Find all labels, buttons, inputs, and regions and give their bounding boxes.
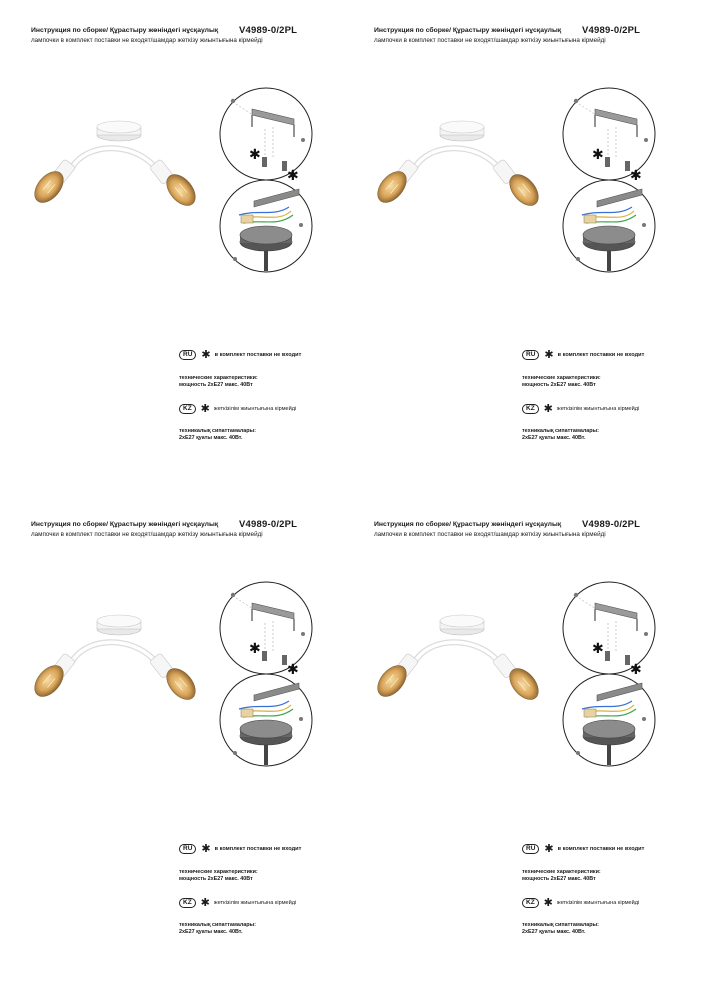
star-icon: ✱: [544, 843, 554, 855]
kz-spec-title: техникалық сипаттамалары:: [179, 922, 256, 928]
instruction-sheet: [374, 521, 694, 961]
kz-spec-value: 2хЕ27 қуаты макс. 40Вт.: [522, 929, 586, 935]
diagram-star-2: ✱: [630, 167, 642, 181]
diagram-star-2: ✱: [287, 167, 299, 181]
model-number: V4989-0/2PL: [239, 25, 298, 36]
kz-not-included-note: жеткізілім жиынтығына кірмейді: [556, 406, 640, 412]
ru-spec-title: технические характеристики:: [179, 869, 258, 875]
model-number: V4989-0/2PL: [239, 519, 298, 530]
ru-badge: RU: [179, 844, 196, 854]
kz-badge: KZ: [522, 404, 539, 414]
mounting-bar-diagram: [562, 581, 656, 675]
ru-spec-value: мощность 2хЕ27 макс. 40Вт: [179, 382, 253, 388]
sheet-title: Инструкция по сборке/ Құрастыру жөніндегі нұсқаулық: [31, 27, 219, 34]
star-icon: ✱: [544, 349, 554, 361]
model-number: V4989-0/2PL: [582, 519, 641, 530]
wiring-diagram: [219, 673, 313, 767]
kz-not-included-note: жеткізілім жиынтығына кірмейді: [213, 900, 297, 906]
kz-spec-value: 2хЕ27 қуаты макс. 40Вт.: [179, 435, 243, 441]
sheet-subtitle: лампочки в комплект поставки не входят/шамдар жеткізу жиынтығына кірмейді: [374, 531, 606, 538]
mounting-bar-diagram: [219, 87, 313, 181]
lamp-illustration: [31, 541, 211, 741]
mounting-bar-diagram: [219, 581, 313, 675]
ru-badge: RU: [179, 350, 196, 360]
ru-not-included-note: в комплект поставки не входит: [214, 352, 302, 358]
ru-badge: RU: [522, 350, 539, 360]
mounting-bar-diagram: [562, 87, 656, 181]
lamp-illustration: [31, 47, 211, 247]
ru-spec-title: технические характеристики:: [179, 375, 258, 381]
kz-badge: KZ: [522, 898, 539, 908]
star-icon: ✱: [543, 897, 553, 909]
wiring-diagram: [219, 179, 313, 273]
instruction-sheet: [31, 27, 351, 467]
kz-spec-title: техникалық сипаттамалары:: [522, 428, 599, 434]
ru-spec-value: мощность 2хЕ27 макс. 40Вт: [179, 876, 253, 882]
lamp-illustration: [374, 541, 554, 741]
ru-spec-value: мощность 2хЕ27 макс. 40Вт: [522, 876, 596, 882]
ru-badge: RU: [522, 844, 539, 854]
diagram-star-1: ✱: [249, 146, 261, 162]
star-icon: ✱: [200, 897, 210, 909]
ru-spec-value: мощность 2хЕ27 макс. 40Вт: [522, 382, 596, 388]
diagram-star-1: ✱: [592, 146, 604, 162]
lamp-illustration: [374, 47, 554, 247]
kz-badge: KZ: [179, 404, 196, 414]
model-number: V4989-0/2PL: [582, 25, 641, 36]
star-icon: ✱: [200, 403, 210, 415]
wiring-diagram: [562, 673, 656, 767]
sheet-subtitle: лампочки в комплект поставки не входят/шамдар жеткізу жиынтығына кірмейді: [374, 37, 606, 44]
star-icon: ✱: [201, 349, 211, 361]
diagram-star-2: ✱: [630, 661, 642, 675]
ru-not-included-note: в комплект поставки не входит: [214, 846, 302, 852]
kz-spec-title: техникалық сипаттамалары:: [522, 922, 599, 928]
sheet-subtitle: лампочки в комплект поставки не входят/шамдар жеткізу жиынтығына кірмейді: [31, 531, 263, 538]
kz-spec-value: 2хЕ27 қуаты макс. 40Вт.: [522, 435, 586, 441]
diagram-star-2: ✱: [287, 661, 299, 675]
sheet-subtitle: лампочки в комплект поставки не входят/шамдар жеткізу жиынтығына кірмейді: [31, 37, 263, 44]
ru-spec-title: технические характеристики:: [522, 869, 601, 875]
sheet-title: Инструкция по сборке/ Құрастыру жөніндегі нұсқаулық: [374, 521, 562, 528]
kz-spec-title: техникалық сипаттамалары:: [179, 428, 256, 434]
wiring-diagram: [562, 179, 656, 273]
ru-spec-title: технические характеристики:: [522, 375, 601, 381]
diagram-star-1: ✱: [249, 640, 261, 656]
ru-not-included-note: в комплект поставки не входит: [557, 846, 645, 852]
star-icon: ✱: [543, 403, 553, 415]
diagram-star-1: ✱: [592, 640, 604, 656]
kz-spec-value: 2хЕ27 қуаты макс. 40Вт.: [179, 929, 243, 935]
instruction-sheet: [374, 27, 694, 467]
kz-not-included-note: жеткізілім жиынтығына кірмейді: [213, 406, 297, 412]
sheet-title: Инструкция по сборке/ Құрастыру жөніндегі нұсқаулық: [31, 521, 219, 528]
kz-badge: KZ: [179, 898, 196, 908]
kz-not-included-note: жеткізілім жиынтығына кірмейді: [556, 900, 640, 906]
ru-not-included-note: в комплект поставки не входит: [557, 352, 645, 358]
instruction-sheet: [31, 521, 351, 961]
sheet-title: Инструкция по сборке/ Құрастыру жөніндегі нұсқаулық: [374, 27, 562, 34]
star-icon: ✱: [201, 843, 211, 855]
